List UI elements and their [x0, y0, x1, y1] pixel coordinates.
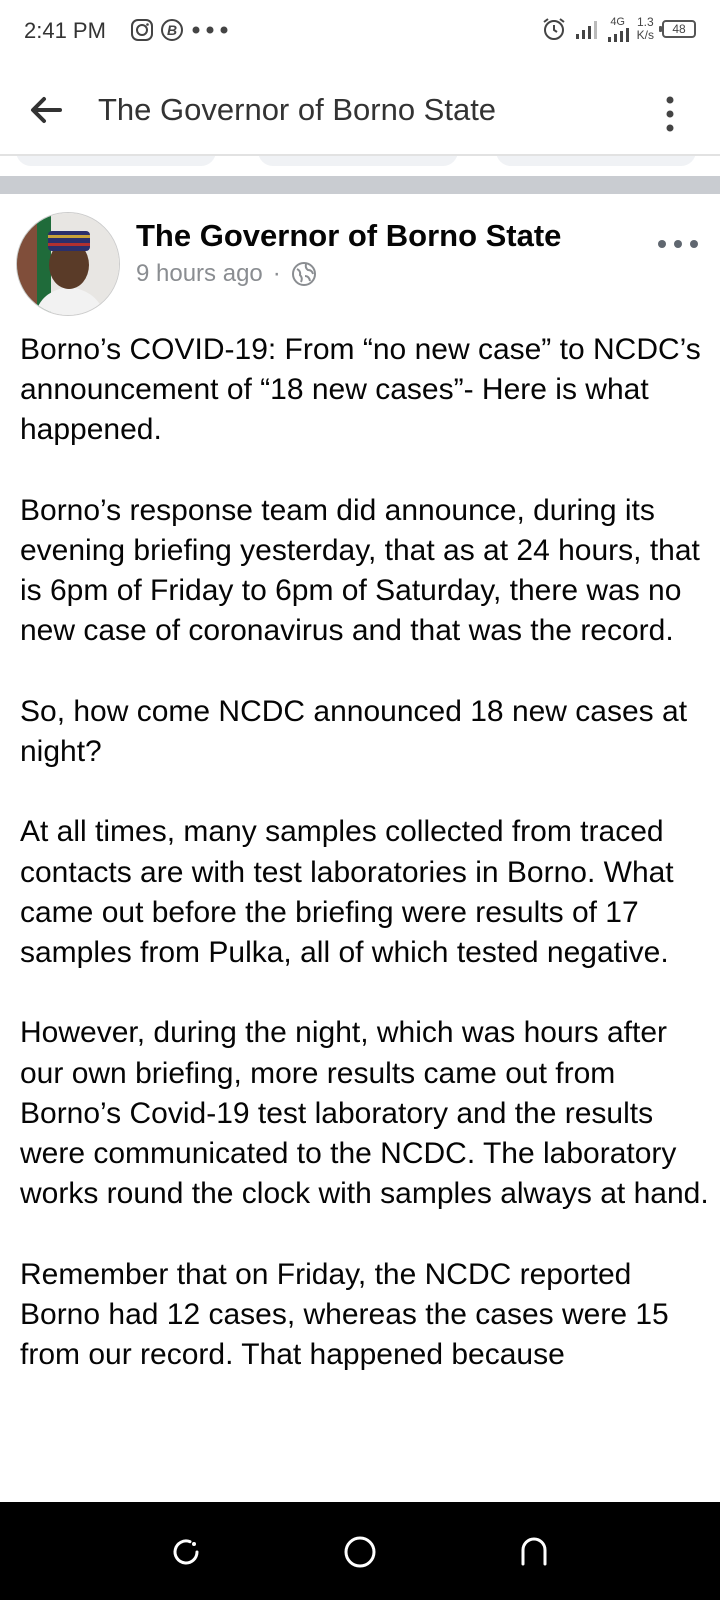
home-icon[interactable]	[340, 1532, 380, 1572]
more-vertical-icon[interactable]	[660, 94, 680, 134]
status-system-icons	[541, 16, 696, 42]
post-time[interactable]: 9 hours ago	[136, 260, 263, 287]
battery-icon: 48	[662, 20, 696, 38]
b-app-icon	[160, 18, 184, 42]
back-nav-icon[interactable]	[514, 1532, 554, 1572]
post-paragraph: However, during the night, which was hours after our own briefing, more results came out from Borno’s Covid-19 test laboratory and the results were communicated to the NCDC. The laboratory works round the clock with samples always at hand.	[20, 1016, 709, 1211]
avatar-image	[17, 213, 120, 316]
alarm-icon	[541, 16, 567, 42]
post-paragraph: Borno’s response team did announce, during its evening briefing yesterday, that as at 24 hours, that is 6pm of Friday to 6pm of Saturday, there was no new case of coronavirus and that was the record.	[20, 493, 700, 648]
recent-apps-icon[interactable]	[166, 1532, 206, 1572]
post-body	[20, 330, 710, 1415]
status-notification-icons	[130, 18, 230, 42]
status-time: 2:41 PM	[24, 18, 106, 43]
svg-text:B: B	[166, 22, 178, 38]
system-nav-bar	[0, 1502, 720, 1600]
action-chip[interactable]	[496, 156, 696, 166]
signal-strength-icon	[607, 28, 629, 42]
action-chip[interactable]	[16, 156, 216, 166]
post	[0, 194, 720, 1502]
post-paragraph: At all times, many samples collected from traced contacts are with test laboratories in Borno. What came out before the briefing were results of 17 samples from Pulka, all of which tested negative.	[20, 815, 674, 969]
more-horizontal-icon[interactable]	[656, 234, 700, 254]
post-author[interactable]: The Governor of Borno State	[136, 218, 562, 253]
post-paragraph: So, how come NCDC announced 18 new cases at night?	[20, 694, 688, 768]
status-bar	[0, 0, 720, 64]
instagram-icon	[130, 18, 154, 42]
globe-icon	[291, 261, 317, 287]
speed-unit: K/s	[636, 28, 654, 42]
network-indicator	[607, 17, 629, 42]
network-speed	[637, 16, 654, 42]
signal-icon	[575, 18, 599, 40]
action-chip[interactable]	[258, 156, 458, 166]
meta-separator: ·	[272, 260, 281, 287]
speed-value: 1.3	[636, 15, 654, 29]
action-chips-row	[0, 156, 720, 176]
post-paragraph: Remember that on Friday, the NCDC reported Borno had 12 cases, whereas the cases were 15 from our record. That happened because	[20, 1257, 669, 1371]
back-arrow-icon[interactable]	[26, 90, 66, 130]
avatar[interactable]	[16, 212, 120, 316]
section-divider	[0, 176, 720, 194]
more-notifications-icon	[190, 18, 230, 42]
page-title: The Governor of Borno State	[98, 92, 497, 127]
post-paragraph: Borno’s COVID-19: From “no new case” to NCDC’s announcement of “18 new cases”- Here is what happened.	[20, 333, 701, 447]
network-type: 4G	[610, 15, 625, 28]
app-bar	[0, 64, 720, 156]
post-meta	[136, 260, 317, 288]
